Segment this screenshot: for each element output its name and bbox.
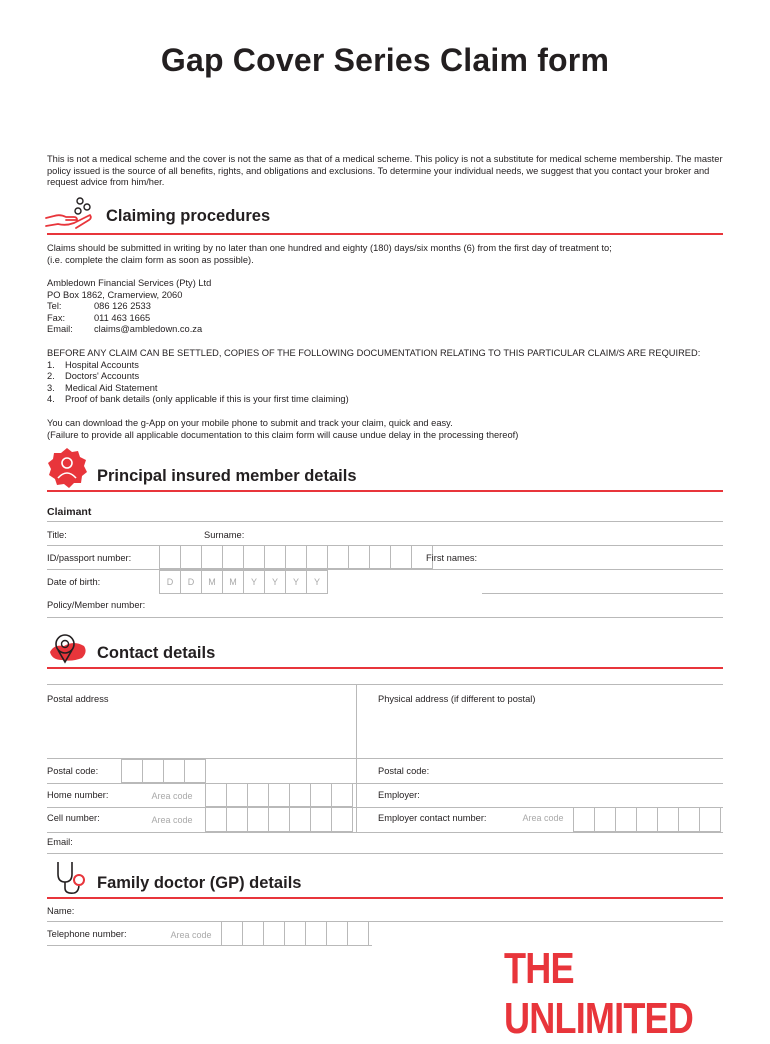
id-number-field[interactable]	[160, 545, 433, 569]
company-name: Ambledown Financial Services (Pty) Ltd	[47, 278, 212, 288]
row-divider	[47, 921, 723, 922]
principal-heading: Principal insured member details	[97, 467, 357, 485]
claimant-subheading: Claimant	[47, 506, 92, 518]
home-number-field[interactable]	[206, 783, 353, 807]
section-divider	[47, 490, 723, 492]
section-divider	[47, 233, 723, 235]
email-label: Email:	[47, 837, 73, 847]
postal-address-field[interactable]	[48, 708, 354, 758]
cell-number-field[interactable]	[206, 807, 353, 832]
doctor-heading: Family doctor (GP) details	[97, 874, 302, 892]
row-divider	[47, 832, 723, 833]
member-badge-icon	[44, 446, 90, 490]
row-divider	[47, 521, 723, 522]
surname-label: Surname:	[204, 530, 245, 540]
physical-postal-code-label: Postal code:	[378, 766, 430, 776]
location-pin-icon	[44, 630, 90, 670]
row-divider	[47, 783, 723, 784]
doctor-area-code: Area code	[170, 930, 212, 940]
claiming-heading: Claiming procedures	[106, 207, 271, 225]
cell-area-code: Area code	[151, 815, 193, 825]
employer-contact-label: Employer contact number:	[378, 813, 487, 823]
doctor-tel-label: Telephone number:	[47, 929, 127, 939]
doctor-tel-field[interactable]	[222, 921, 369, 946]
row-divider	[47, 569, 723, 570]
claiming-text: Claims should be submitted in writing by no later than one hundred and eighty (180) days/six months (6) from the first day of treatment to; (i.e. complete the claim form as soon as possible).	[47, 243, 612, 265]
cell-number-label: Cell number:	[47, 813, 100, 823]
row-divider	[47, 853, 723, 854]
section-divider	[47, 667, 723, 669]
home-number-label: Home number:	[47, 790, 109, 800]
list-item: 1. Hospital Accounts	[47, 359, 139, 370]
id-label: ID/passport number:	[47, 553, 132, 563]
stethoscope-icon	[52, 860, 92, 896]
list-item: 4. Proof of bank details (only applicable if this is your first time claiming)	[47, 394, 349, 405]
hand-coins-icon	[44, 196, 96, 230]
postal-code-field[interactable]	[122, 759, 206, 783]
dob-field[interactable]: D D M M Y Y Y Y	[160, 570, 328, 594]
postal-code-label: Postal code:	[47, 766, 99, 776]
app-note: You can download the g-App on your mobile phone to submit and track your claim, quick and easy. (Failure to provide all applicable documentation to this claim form will cause undue delay in the processing thereof)	[47, 418, 519, 440]
contact-heading: Contact details	[97, 644, 216, 662]
employer-area-code: Area code	[522, 813, 564, 823]
intro-text: This is not a medical scheme and the cover is not the same as that of a medical scheme. This policy is not a substitute for medical scheme membership. The master policy issued is the source of all benefits, rights, and obligations and exclusions. To determine your individual needs, we suggest that you contact your broker and request advice from him/her.	[47, 154, 723, 188]
address-block: Ambledown Financial Services (Pty) Ltd PO Box 1862, Cramerview, 2060 Tel: 086 126 2533 Fax: 011 463 1665 Email: claims@ambledown.co.za	[47, 278, 447, 336]
row-divider	[47, 945, 372, 946]
list-item: 2. Doctors' Accounts	[47, 371, 140, 382]
doctor-name-label: Name:	[47, 906, 75, 916]
section-divider	[47, 897, 723, 899]
row-divider	[47, 684, 723, 685]
page-title: Gap Cover Series Claim form	[160, 42, 610, 78]
employer-contact-field[interactable]	[574, 807, 721, 832]
postal-box: PO Box 1862, Cramerview, 2060	[47, 289, 183, 300]
first-names-line	[482, 593, 723, 594]
row-divider	[47, 617, 723, 618]
physical-address-label: Physical address (if different to postal)	[378, 694, 536, 704]
first-names-label: First names:	[426, 553, 478, 563]
postal-address-label: Postal address	[47, 694, 109, 704]
dob-label: Date of birth:	[47, 577, 101, 587]
brand-logo: THE UNLIMITED	[504, 944, 694, 1043]
policy-label: Policy/Member number:	[47, 600, 146, 610]
physical-address-field[interactable]	[358, 708, 722, 758]
documentation-list: BEFORE ANY CLAIM CAN BE SETTLED, COPIES OF THE FOLLOWING DOCUMENTATION RELATING TO THIS PARTICULAR CLAIM/S ARE REQUIRED: 1. Hospital Accounts 2. Doctors' Accounts 3. Medical Aid Statement 4. Proof of bank details (only applicable if this is your first time claiming)	[47, 348, 737, 406]
list-item: 3. Medical Aid Statement	[47, 382, 158, 393]
home-area-code: Area code	[151, 791, 193, 801]
employer-label: Employer:	[378, 790, 420, 800]
title-label: Title:	[47, 530, 67, 540]
